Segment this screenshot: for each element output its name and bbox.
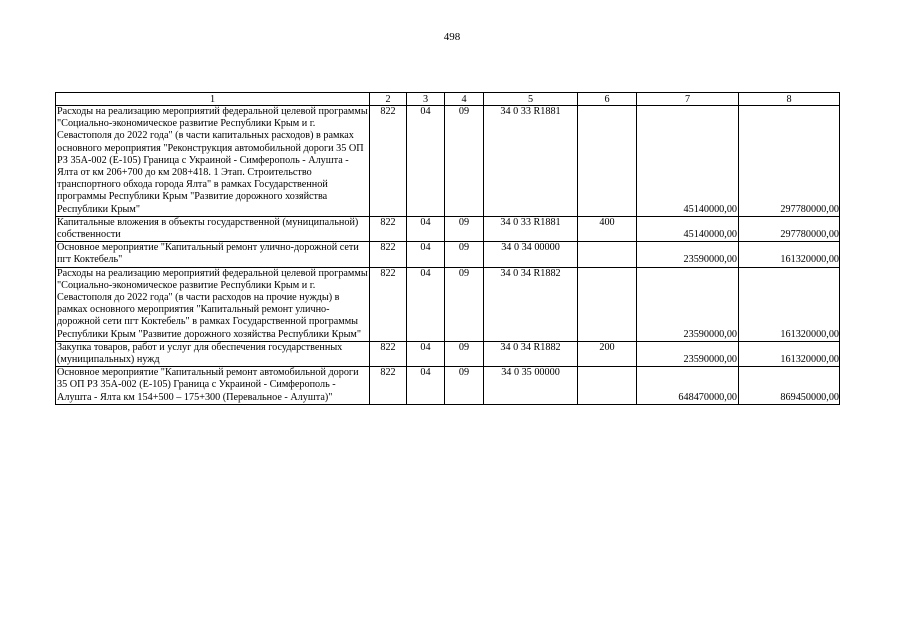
section-code: 04 (407, 216, 445, 241)
page-number: 498 (443, 31, 461, 43)
section-code: 04 (407, 267, 445, 341)
row-description: Расходы на реализацию мероприятий федеральной целевой программы "Социально-экономическое развитие Республики Крым и г. Севастополя до 2022 года" (в части капитальных расходов) в рамках основного мероприятия "Реконструкция автомобильной дороги 35 ОП РЗ 35А-002 (Е-105) Граница с Украиной - Симферополь - Алушта - Ялта от км 206+700 до км 208+418. 1 Этап. Строительство транспортного обхода города Ялта" в рамках Государственной программы Республики Крым "Развитие дорожного хозяйства Республики Крым" (57, 106, 368, 215)
column-header: 7 (637, 93, 739, 106)
ministry-code: 822 (370, 341, 407, 366)
ministry-code: 822 (370, 367, 407, 405)
amount-col7: 23590000,00 (637, 242, 739, 267)
table-row (56, 341, 840, 366)
column-header: 3 (407, 93, 445, 106)
table-row (56, 367, 840, 405)
row-description: Основное мероприятие "Капитальный ремонт улично-дорожной сети пгт Коктебель" (56, 242, 370, 267)
amount-col8: 161320000,00 (739, 242, 840, 267)
target-article-code: 34 0 34 R1882 (484, 341, 578, 366)
amount-col8: 297780000,00 (739, 216, 840, 241)
column-header: 8 (739, 93, 840, 106)
row-description: Капитальные вложения в объекты государственной (муниципальной) собственности (56, 216, 370, 241)
target-article-code: 34 0 34 00000 (484, 242, 578, 267)
subsection-code: 09 (445, 216, 484, 241)
table-row (56, 242, 840, 267)
section-code: 04 (407, 242, 445, 267)
expense-type-code (578, 267, 637, 341)
target-article-code: 34 0 34 R1882 (484, 267, 578, 341)
column-header: 5 (484, 93, 578, 106)
expense-type-code: 200 (578, 341, 637, 366)
ministry-code: 822 (370, 106, 407, 217)
amount-col7: 45140000,00 (637, 106, 739, 217)
expense-type-code (578, 106, 637, 217)
row-description: Расходы на реализацию мероприятий федеральной целевой программы "Социально-экономическое развитие Республики Крым и г. Севастополя до 2022 года" (в части расходов на прочие нужды) в рамках основного мероприятия "Капитальный ремонт улично-дорожной сети пгт Коктебель" в рамках Государственной программы Республики Крым "Развитие дорожного хозяйства Республики Крым" (57, 267, 368, 340)
ministry-code: 822 (370, 242, 407, 267)
amount-col7: 648470000,00 (637, 367, 739, 405)
section-code: 04 (407, 367, 445, 405)
amount-col7: 23590000,00 (637, 267, 739, 341)
column-header: 2 (370, 93, 407, 106)
subsection-code: 09 (445, 106, 484, 217)
table-row (56, 216, 840, 241)
row-description: Закупка товаров, работ и услуг для обеспечения государственных (муниципальных) нужд (56, 341, 370, 366)
target-article-code: 34 0 33 R1881 (484, 106, 578, 217)
amount-col8: 297780000,00 (739, 106, 840, 217)
section-code: 04 (407, 106, 445, 217)
column-header: 6 (578, 93, 637, 106)
amount-col8: 161320000,00 (739, 341, 840, 366)
ministry-code: 822 (370, 267, 407, 341)
subsection-code: 09 (445, 341, 484, 366)
expense-type-code (578, 367, 637, 405)
ministry-code: 822 (370, 216, 407, 241)
expense-type-code (578, 242, 637, 267)
header-row (56, 93, 840, 106)
table-row (56, 267, 840, 341)
target-article-code: 34 0 35 00000 (484, 367, 578, 405)
expense-type-code: 400 (578, 216, 637, 241)
subsection-code: 09 (445, 367, 484, 405)
amount-col7: 45140000,00 (637, 216, 739, 241)
column-header: 1 (56, 93, 370, 106)
subsection-code: 09 (445, 242, 484, 267)
row-description: Основное мероприятие "Капитальный ремонт автомобильной дороги 35 ОП РЗ 35А-002 (Е-105) Граница с Украиной - Симферополь - Алушта - Ялта км 154+500 – 175+300 (Перевальное - Алушта)" (56, 367, 370, 405)
target-article-code: 34 0 33 R1881 (484, 216, 578, 241)
section-code: 04 (407, 341, 445, 366)
amount-col7: 23590000,00 (637, 341, 739, 366)
budget-table (55, 92, 840, 405)
subsection-code: 09 (445, 267, 484, 341)
amount-col8: 161320000,00 (739, 267, 840, 341)
amount-col8: 869450000,00 (739, 367, 840, 405)
column-header: 4 (445, 93, 484, 106)
table-row (56, 106, 840, 217)
